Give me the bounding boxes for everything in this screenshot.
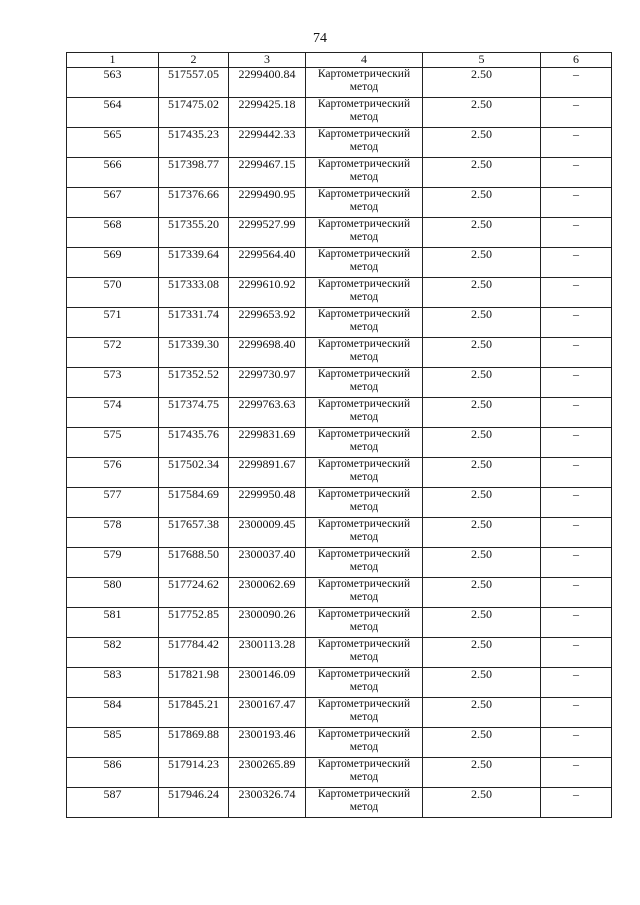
table-row bbox=[67, 278, 612, 308]
x-coordinate-cell: 517914.23 bbox=[159, 758, 229, 788]
table-row bbox=[67, 668, 612, 698]
note-cell: – bbox=[541, 248, 612, 278]
note-cell: – bbox=[541, 308, 612, 338]
x-coordinate-cell: 517557.05 bbox=[159, 68, 229, 98]
note-cell: – bbox=[541, 488, 612, 518]
method-cell: Картометрический метод bbox=[306, 458, 423, 488]
table-row bbox=[67, 698, 612, 728]
point-number-cell: 577 bbox=[67, 488, 159, 518]
table-row bbox=[67, 458, 612, 488]
table-row bbox=[67, 488, 612, 518]
accuracy-cell: 2.50 bbox=[423, 698, 541, 728]
accuracy-cell: 2.50 bbox=[423, 218, 541, 248]
point-number-cell: 571 bbox=[67, 308, 159, 338]
note-cell: – bbox=[541, 698, 612, 728]
method-cell: Картометрический метод bbox=[306, 128, 423, 158]
point-number-cell: 570 bbox=[67, 278, 159, 308]
method-cell: Картометрический метод bbox=[306, 608, 423, 638]
table-row bbox=[67, 308, 612, 338]
y-coordinate-cell: 2299763.63 bbox=[229, 398, 306, 428]
accuracy-cell: 2.50 bbox=[423, 668, 541, 698]
column-header: 1 bbox=[67, 53, 159, 68]
method-cell: Картометрический метод bbox=[306, 428, 423, 458]
note-cell: – bbox=[541, 458, 612, 488]
point-number-cell: 572 bbox=[67, 338, 159, 368]
table-row bbox=[67, 218, 612, 248]
table-row bbox=[67, 398, 612, 428]
y-coordinate-cell: 2300037.40 bbox=[229, 548, 306, 578]
method-cell: Картометрический метод bbox=[306, 758, 423, 788]
point-number-cell: 574 bbox=[67, 398, 159, 428]
point-number-cell: 586 bbox=[67, 758, 159, 788]
method-cell: Картометрический метод bbox=[306, 578, 423, 608]
y-coordinate-cell: 2299653.92 bbox=[229, 308, 306, 338]
accuracy-cell: 2.50 bbox=[423, 458, 541, 488]
method-cell: Картометрический метод bbox=[306, 788, 423, 818]
point-number-cell: 581 bbox=[67, 608, 159, 638]
accuracy-cell: 2.50 bbox=[423, 368, 541, 398]
x-coordinate-cell: 517333.08 bbox=[159, 278, 229, 308]
accuracy-cell: 2.50 bbox=[423, 158, 541, 188]
y-coordinate-cell: 2299467.15 bbox=[229, 158, 306, 188]
method-cell: Картометрический метод bbox=[306, 68, 423, 98]
x-coordinate-cell: 517398.77 bbox=[159, 158, 229, 188]
point-number-cell: 573 bbox=[67, 368, 159, 398]
x-coordinate-cell: 517376.66 bbox=[159, 188, 229, 218]
coordinates-table bbox=[66, 52, 612, 818]
column-header: 6 bbox=[541, 53, 612, 68]
point-number-cell: 587 bbox=[67, 788, 159, 818]
table-row bbox=[67, 128, 612, 158]
column-header: 5 bbox=[423, 53, 541, 68]
accuracy-cell: 2.50 bbox=[423, 248, 541, 278]
point-number-cell: 565 bbox=[67, 128, 159, 158]
y-coordinate-cell: 2299610.92 bbox=[229, 278, 306, 308]
note-cell: – bbox=[541, 128, 612, 158]
accuracy-cell: 2.50 bbox=[423, 188, 541, 218]
table-row bbox=[67, 608, 612, 638]
method-cell: Картометрический метод bbox=[306, 488, 423, 518]
x-coordinate-cell: 517724.62 bbox=[159, 578, 229, 608]
point-number-cell: 580 bbox=[67, 578, 159, 608]
x-coordinate-cell: 517331.74 bbox=[159, 308, 229, 338]
y-coordinate-cell: 2300146.09 bbox=[229, 668, 306, 698]
method-cell: Картометрический метод bbox=[306, 308, 423, 338]
method-cell: Картометрический метод bbox=[306, 248, 423, 278]
accuracy-cell: 2.50 bbox=[423, 308, 541, 338]
method-cell: Картометрический метод bbox=[306, 398, 423, 428]
accuracy-cell: 2.50 bbox=[423, 638, 541, 668]
y-coordinate-cell: 2299564.40 bbox=[229, 248, 306, 278]
method-cell: Картометрический метод bbox=[306, 158, 423, 188]
x-coordinate-cell: 517688.50 bbox=[159, 548, 229, 578]
accuracy-cell: 2.50 bbox=[423, 518, 541, 548]
y-coordinate-cell: 2299527.99 bbox=[229, 218, 306, 248]
column-header: 2 bbox=[159, 53, 229, 68]
page-number: 74 bbox=[313, 31, 327, 46]
method-cell: Картометрический метод bbox=[306, 188, 423, 218]
accuracy-cell: 2.50 bbox=[423, 758, 541, 788]
note-cell: – bbox=[541, 398, 612, 428]
x-coordinate-cell: 517821.98 bbox=[159, 668, 229, 698]
x-coordinate-cell: 517657.38 bbox=[159, 518, 229, 548]
accuracy-cell: 2.50 bbox=[423, 128, 541, 158]
note-cell: – bbox=[541, 158, 612, 188]
x-coordinate-cell: 517752.85 bbox=[159, 608, 229, 638]
accuracy-cell: 2.50 bbox=[423, 338, 541, 368]
table-body bbox=[67, 68, 612, 818]
note-cell: – bbox=[541, 428, 612, 458]
y-coordinate-cell: 2300265.89 bbox=[229, 758, 306, 788]
y-coordinate-cell: 2300009.45 bbox=[229, 518, 306, 548]
x-coordinate-cell: 517352.52 bbox=[159, 368, 229, 398]
table-row bbox=[67, 98, 612, 128]
x-coordinate-cell: 517374.75 bbox=[159, 398, 229, 428]
point-number-cell: 569 bbox=[67, 248, 159, 278]
y-coordinate-cell: 2300326.74 bbox=[229, 788, 306, 818]
method-cell: Картометрический метод bbox=[306, 218, 423, 248]
y-coordinate-cell: 2299698.40 bbox=[229, 338, 306, 368]
y-coordinate-cell: 2300113.28 bbox=[229, 638, 306, 668]
note-cell: – bbox=[541, 518, 612, 548]
column-header: 4 bbox=[306, 53, 423, 68]
accuracy-cell: 2.50 bbox=[423, 488, 541, 518]
note-cell: – bbox=[541, 728, 612, 758]
y-coordinate-cell: 2299490.95 bbox=[229, 188, 306, 218]
table-row bbox=[67, 788, 612, 818]
point-number-cell: 582 bbox=[67, 638, 159, 668]
x-coordinate-cell: 517339.30 bbox=[159, 338, 229, 368]
method-cell: Картометрический метод bbox=[306, 98, 423, 128]
accuracy-cell: 2.50 bbox=[423, 578, 541, 608]
accuracy-cell: 2.50 bbox=[423, 728, 541, 758]
note-cell: – bbox=[541, 788, 612, 818]
x-coordinate-cell: 517502.34 bbox=[159, 458, 229, 488]
accuracy-cell: 2.50 bbox=[423, 428, 541, 458]
x-coordinate-cell: 517355.20 bbox=[159, 218, 229, 248]
table-row bbox=[67, 428, 612, 458]
table-row bbox=[67, 188, 612, 218]
table-row bbox=[67, 68, 612, 98]
method-cell: Картометрический метод bbox=[306, 368, 423, 398]
point-number-cell: 584 bbox=[67, 698, 159, 728]
table-row bbox=[67, 578, 612, 608]
table-row bbox=[67, 158, 612, 188]
point-number-cell: 583 bbox=[67, 668, 159, 698]
table-row bbox=[67, 548, 612, 578]
x-coordinate-cell: 517435.76 bbox=[159, 428, 229, 458]
note-cell: – bbox=[541, 338, 612, 368]
table-row bbox=[67, 368, 612, 398]
accuracy-cell: 2.50 bbox=[423, 98, 541, 128]
point-number-cell: 585 bbox=[67, 728, 159, 758]
x-coordinate-cell: 517784.42 bbox=[159, 638, 229, 668]
method-cell: Картометрический метод bbox=[306, 638, 423, 668]
x-coordinate-cell: 517435.23 bbox=[159, 128, 229, 158]
y-coordinate-cell: 2299400.84 bbox=[229, 68, 306, 98]
y-coordinate-cell: 2300062.69 bbox=[229, 578, 306, 608]
table-row bbox=[67, 518, 612, 548]
table-header-row bbox=[67, 53, 612, 68]
table-row bbox=[67, 338, 612, 368]
method-cell: Картометрический метод bbox=[306, 518, 423, 548]
table-row bbox=[67, 248, 612, 278]
method-cell: Картометрический метод bbox=[306, 728, 423, 758]
x-coordinate-cell: 517946.24 bbox=[159, 788, 229, 818]
x-coordinate-cell: 517869.88 bbox=[159, 728, 229, 758]
point-number-cell: 563 bbox=[67, 68, 159, 98]
table-row bbox=[67, 758, 612, 788]
y-coordinate-cell: 2299950.48 bbox=[229, 488, 306, 518]
y-coordinate-cell: 2299891.67 bbox=[229, 458, 306, 488]
note-cell: – bbox=[541, 188, 612, 218]
x-coordinate-cell: 517339.64 bbox=[159, 248, 229, 278]
point-number-cell: 568 bbox=[67, 218, 159, 248]
accuracy-cell: 2.50 bbox=[423, 788, 541, 818]
table-row bbox=[67, 638, 612, 668]
x-coordinate-cell: 517584.69 bbox=[159, 488, 229, 518]
point-number-cell: 575 bbox=[67, 428, 159, 458]
point-number-cell: 566 bbox=[67, 158, 159, 188]
accuracy-cell: 2.50 bbox=[423, 68, 541, 98]
note-cell: – bbox=[541, 368, 612, 398]
method-cell: Картометрический метод bbox=[306, 668, 423, 698]
method-cell: Картометрический метод bbox=[306, 548, 423, 578]
y-coordinate-cell: 2299442.33 bbox=[229, 128, 306, 158]
y-coordinate-cell: 2300167.47 bbox=[229, 698, 306, 728]
method-cell: Картометрический метод bbox=[306, 698, 423, 728]
x-coordinate-cell: 517845.21 bbox=[159, 698, 229, 728]
note-cell: – bbox=[541, 758, 612, 788]
point-number-cell: 567 bbox=[67, 188, 159, 218]
note-cell: – bbox=[541, 668, 612, 698]
point-number-cell: 576 bbox=[67, 458, 159, 488]
accuracy-cell: 2.50 bbox=[423, 548, 541, 578]
y-coordinate-cell: 2299831.69 bbox=[229, 428, 306, 458]
x-coordinate-cell: 517475.02 bbox=[159, 98, 229, 128]
note-cell: – bbox=[541, 578, 612, 608]
point-number-cell: 564 bbox=[67, 98, 159, 128]
point-number-cell: 578 bbox=[67, 518, 159, 548]
y-coordinate-cell: 2299730.97 bbox=[229, 368, 306, 398]
y-coordinate-cell: 2300090.26 bbox=[229, 608, 306, 638]
accuracy-cell: 2.50 bbox=[423, 398, 541, 428]
y-coordinate-cell: 2299425.18 bbox=[229, 98, 306, 128]
point-number-cell: 579 bbox=[67, 548, 159, 578]
note-cell: – bbox=[541, 68, 612, 98]
accuracy-cell: 2.50 bbox=[423, 278, 541, 308]
note-cell: – bbox=[541, 608, 612, 638]
accuracy-cell: 2.50 bbox=[423, 608, 541, 638]
table-row bbox=[67, 728, 612, 758]
y-coordinate-cell: 2300193.46 bbox=[229, 728, 306, 758]
column-header: 3 bbox=[229, 53, 306, 68]
note-cell: – bbox=[541, 638, 612, 668]
note-cell: – bbox=[541, 548, 612, 578]
note-cell: – bbox=[541, 98, 612, 128]
method-cell: Картометрический метод bbox=[306, 278, 423, 308]
note-cell: – bbox=[541, 218, 612, 248]
note-cell: – bbox=[541, 278, 612, 308]
method-cell: Картометрический метод bbox=[306, 338, 423, 368]
